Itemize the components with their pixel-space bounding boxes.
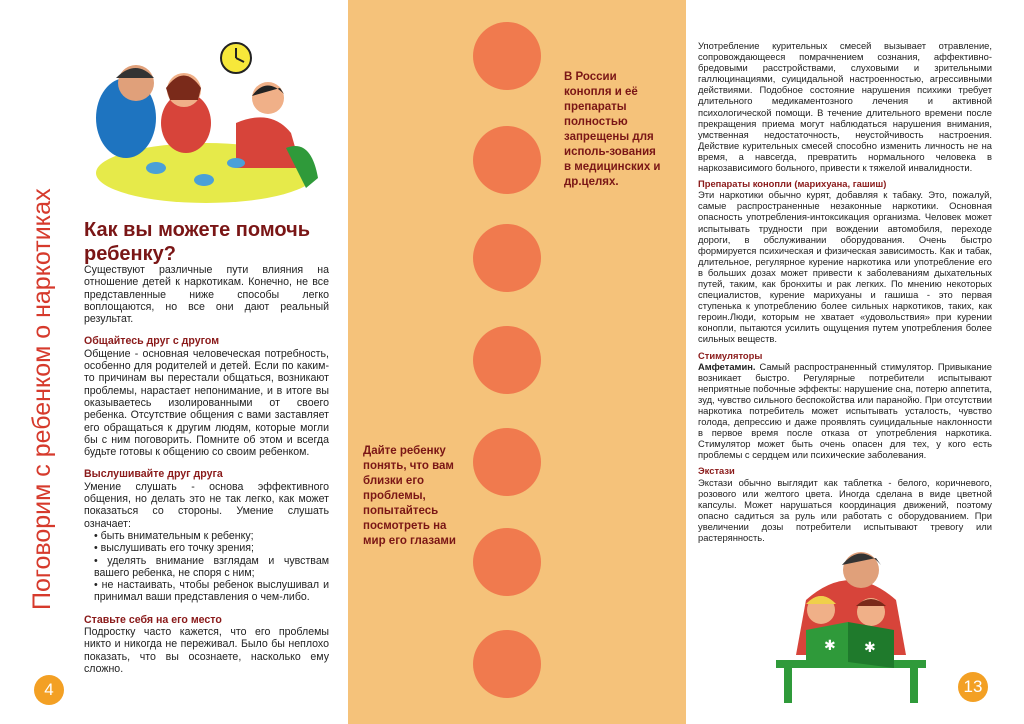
subheading-communication: Общайтесь друг с другом bbox=[84, 335, 220, 348]
subheading-ecstasy: Экстази bbox=[698, 465, 735, 477]
right-page bbox=[686, 0, 1024, 724]
svg-text:✱: ✱ bbox=[824, 638, 836, 654]
section-cannabis bbox=[698, 178, 992, 344]
lead-amphetamine: Амфетамин. bbox=[698, 360, 756, 372]
paragraph-stimulants: Самый распространенный стимулятор. Привыкание возникает быстро. Регулярные потребители испытывают неприятные побочные эффекты: нарушение сна, потерю аппетита, зуд, чувство сильного беспокойства или паранойю. При отсутствии наркотика потребитель может испытывать усталость, чувство голода, депрессию и даже проявлять суицидальные наклонности в первое время после отказа от употребления наркотика. Стимулятор может быть очень опасен для тех, у кого есть проблемы с сердцем или психические заболевания. bbox=[698, 360, 992, 461]
paragraph-smoking-mixtures: Употребление курительных смесей вызывает отравление, сопровождающееся помрачнением сознания, аффективно-бредовыми расстройствами, слуховыми и зрительными галлюцинациями, суицидальной настроенностью, агрессивными действиями. Подобное состояние нарушения психики требует длительного медикаментозного лечения и активной психологической помощи. В течение длительного времени после прекращения приема могут наблюдаться нарушения внимания, умственная недостаточность, неустойчивость настроения. Действие курительных смесей способно изменить личность не на время, а навсегда, превратить нормального человека в наркозависимого больного, привести к тяжелой инвалидности. bbox=[698, 40, 992, 174]
svg-text:✱: ✱ bbox=[864, 640, 876, 656]
right-body-text bbox=[698, 40, 992, 548]
decor-circle bbox=[473, 22, 541, 90]
list-item: • выслушивать его точку зрения; bbox=[94, 542, 254, 555]
decor-circle bbox=[473, 428, 541, 496]
paragraph-cannabis: Эти наркотики обычно курят, добавляя к табаку. Это, пожалуй, самые распространенные незаконные наркотики. Основная опасность употребления-интоксикация организма. Человек может испытывать трудности при вождении автомобиля, переходе дороги, в обслуживании оборудования. Очень быстро формируется психическая и физическая зависимость. Как и табак, длительное, регулярное курение наркотика или употребление его в больших дозах может привести к заболеваниям дыхательных путей, таким, как бронхиты и рак легких. По мнению некоторых специалистов, курение марихуаны и гашиша - это первая ступенька к употреблению более сильных наркотиков, таких, как героин.Люди, которым не хватает «удовольствия» при курении конопли, пытаются усилить ощущения путем употребления более сильных веществ. bbox=[698, 189, 992, 345]
subheading-listening: Выслушивайте друг друга bbox=[84, 468, 223, 481]
subheading-empathy: Ставьте себя на его место bbox=[84, 613, 222, 626]
quote-top: В России конопля и её препараты полностью запрещены для исполь-зования в медицинских и др.целях. bbox=[564, 71, 661, 188]
decor-circle bbox=[473, 528, 541, 596]
left-body-text bbox=[84, 264, 329, 685]
list-item: • уделять внимание взглядам и чувствам вашего ребенка, не споря с ним; bbox=[94, 554, 329, 579]
quote-bottom: Дайте ребенку понять, что вам близки его проблемы, попытайтесь посмотреть на мир его глазами bbox=[363, 445, 456, 547]
left-page bbox=[0, 0, 348, 724]
intro-paragraph: Существуют различные пути влияния на отношение детей к наркотикам. Конечно, не все представленные ниже способы легко воплощаются, но все они дают реальный результат. bbox=[84, 264, 329, 326]
subheading-cannabis: Препараты конопли (марихуана, гашиш) bbox=[698, 178, 887, 190]
paragraph-communication: Общение - основная человеческая потребность, особенно для родителей и детей. Если по каким-то причинам вы перестали общаться, возникают проблемы, нарастает непонимание, и в итоге вы оказываетесь изолированными от своего ребенка. Отсутствие общения с вами заставляет его обращаться к другим людям, которые могли бы с ним поговорить. Помните об этом и всегда будьте готовы к общению со своим ребенком. bbox=[84, 347, 329, 459]
middle-panel bbox=[348, 0, 686, 724]
vertical-title: Поговорим с ребенком о наркотиках bbox=[28, 188, 56, 610]
family-table-illustration bbox=[86, 38, 326, 208]
paragraph-listening: Умение слушать - основа эффективного общения, но делать это не так легко, как может показаться со стороны. Умение слушать означает: bbox=[84, 480, 329, 530]
subheading-stimulants: Стимуляторы bbox=[698, 349, 763, 361]
section-heading: Как вы можете помочь ребенку? bbox=[84, 219, 310, 265]
reading-family-illustration bbox=[766, 540, 936, 710]
listening-list bbox=[84, 530, 329, 604]
page-number-left: 4 bbox=[34, 675, 64, 705]
section-ecstasy bbox=[698, 465, 992, 543]
paragraph-ecstasy: Экстази обычно выглядит как таблетка - белого, коричневого, розового или желтого цвета. Иногда сделана в виде цветной капсулы. Может нарушаться координация движений, поэтому опасно садиться за руль или работать с оборудованием. При увеличении дозы потребители испытывают тревогу или растерянность. bbox=[698, 476, 992, 544]
decor-circle bbox=[473, 224, 541, 292]
section-stimulants bbox=[698, 350, 992, 461]
section-empathy bbox=[84, 614, 329, 675]
paragraph-empathy: Подростку часто кажется, что его проблемы никто и никогда не переживал. Было бы неплохо показать, что вы осознаете, насколько ему сложно. bbox=[84, 626, 329, 675]
section-listening bbox=[84, 468, 329, 529]
list-item: • не настаивать, чтобы ребенок выслушивал и принимал ваши представления о чем-либо. bbox=[94, 579, 329, 604]
decor-circle bbox=[473, 326, 541, 394]
decor-circle bbox=[473, 126, 541, 194]
page-number-right: 13 bbox=[958, 672, 988, 702]
decor-circle bbox=[473, 630, 541, 698]
section-communication bbox=[84, 335, 329, 458]
list-item: • быть внимательным к ребенку; bbox=[94, 529, 254, 542]
